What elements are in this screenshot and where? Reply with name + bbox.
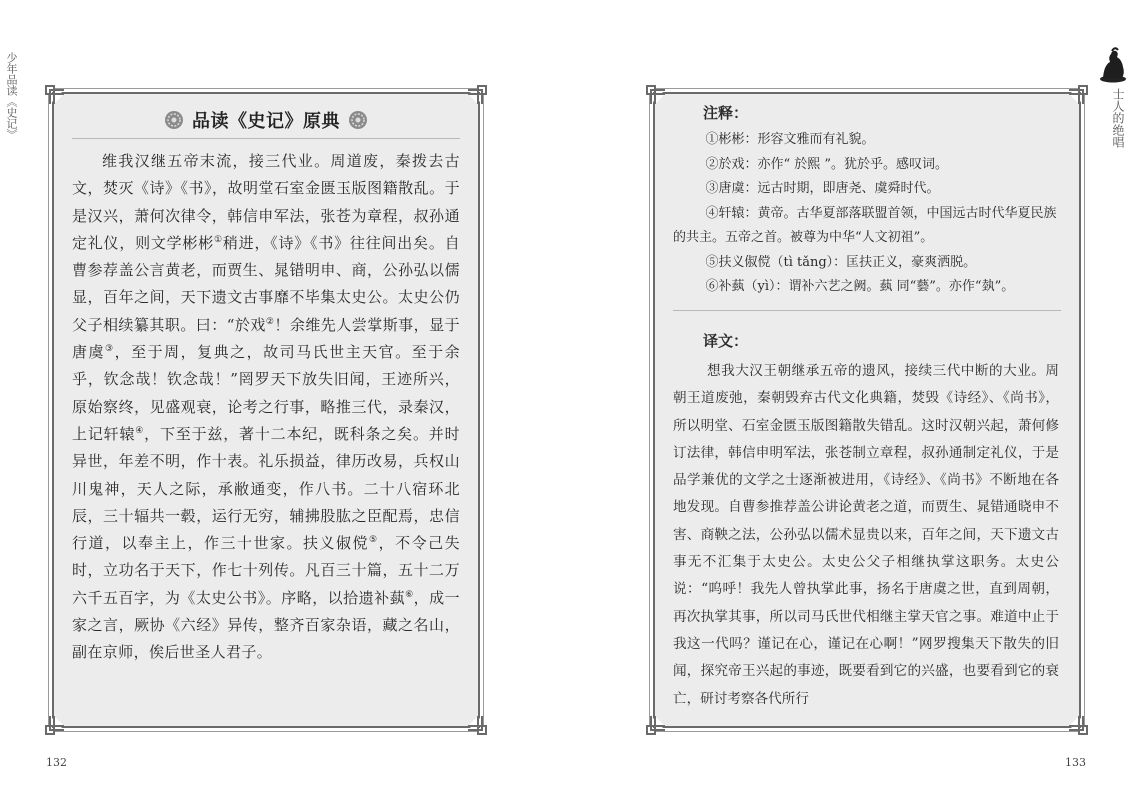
frame-corner-ornament	[42, 82, 64, 104]
note-item: ⑤扶义俶傥（tì tǎng）：匡扶正义，豪爽洒脱。	[705, 254, 977, 270]
frame-corner-ornament	[468, 716, 490, 738]
note-item: ④轩辕：黄帝。古华夏部落联盟首领，中国远古时代华夏民族的共主。五帝之首。被尊为中华“人文初祖”。	[673, 205, 1057, 245]
original-text: 维我汉继五帝末流，接三代业。周道废，秦拨去古文，焚灭《诗》《书》，故明堂石室金匮玉版图籍散乱。于是汉兴，萧何次律令，韩信申军法，张苍为章程，叔孙通定礼仪，则文学彬彬①稍进，《诗》《书》往往间出矣。自曹参荐盖公言黄老，而贾生、晁错明申、商，公孙弘以儒显，百年之间，天下遗文古事靡不毕集太史公。太史公仍父子相续纂其职。曰：“於戏②！余维先人尝掌斯事，显于唐虞③，至于周，复典之，故司马氏世主天官。至于余乎，钦念哉！钦念哉！”罔罗天下放失旧闻，王迹所兴，原始察终，见盛观衰，论考之行事，略推三代，录秦汉，上记轩辕④，下至于兹，著十二本纪，既科条之矣。并时异世，年差不明，作十表。礼乐损益，律历改易，兵权山川鬼神，天人之际，承敝通变，作八书。二十八宿环北辰，三十辐共一毂，运行无穷，辅拂股肱之臣配焉，忠信行道，以奉主上，作三十世家。扶义俶傥⑤，不令己失时，立功名于天下，作七十列传。凡百三十篇，五十二万六千五百字，为《太史公书》。序略，以拾遗补蓺⑥，成一家之言，厥协《六经》异传，整齐百家杂语，藏之名山，副在京师，俟后世圣人君子。	[72, 152, 461, 662]
note-item: ③唐虞：远古时期，即唐尧、虞舜时代。	[705, 181, 940, 196]
frame-corner-ornament	[42, 716, 64, 738]
frame-corner-ornament	[643, 716, 665, 738]
frame-corner-ornament	[643, 82, 665, 104]
heading-divider	[72, 138, 460, 139]
translation-heading: 译文：	[703, 332, 749, 350]
original-text-panel	[52, 92, 480, 728]
running-title-right: 士人的绝唱	[1111, 88, 1125, 148]
annotation-panel	[653, 92, 1081, 728]
scholar-figure-icon	[1098, 45, 1128, 83]
frame-corner-ornament	[1069, 716, 1091, 738]
page-number-left: 132	[46, 756, 67, 769]
note-item: ①彬彬：形容文雅而有礼貌。	[705, 132, 875, 147]
page-number-right: 133	[1065, 756, 1086, 769]
note-item: ⑥补蓺（yì）：谓补六艺之阙。蓺 同“藝”。亦作“埶”。	[705, 279, 1015, 294]
notes-heading: 注释：	[703, 104, 749, 122]
note-item: ②於戏：亦作“ 於熙 ”。犹於乎。感叹词。	[705, 156, 949, 172]
frame-corner-ornament	[468, 82, 490, 104]
section-heading	[54, 106, 478, 134]
notes-list	[673, 128, 1059, 300]
translation-text: 想我大汉王朝继承五帝的遗风，接续三代中断的大业。周朝王道废弛，秦朝毁弃古代文化典籍，焚毁《诗经》、《尚书》，所以明堂、石室金匮玉版图籍散失错乱。这时汉朝兴起，萧何修订法律，韩信申明军法，张苍制立章程，叔孙通制定礼仪，于是品学兼优的文学之士逐渐被进用，《诗经》、《尚书》不断地在各地发现。自曹参推荐盖公讲论黄老之道，而贾生、晁错通晓申不害、商鞅之法，公孙弘以儒术显贵以来，百年之间，天下遗文古事无不汇集于太史公。太史公父子相继执掌这职务。太史公说：“呜呼！我先人曾执掌此事，扬名于唐虞之世，直到周朝，再次执掌其事，所以司马氏世代相继主掌天官之事。难道中止于我这一代吗？谨记在心，谨记在心啊！”网罗搜集天下散失的旧闻，探究帝王兴起的事迹，既要看到它的兴盛，也要看到它的衰亡，研讨考察各代所行	[673, 363, 1059, 707]
rosette-ornament-icon	[348, 110, 368, 130]
frame-corner-ornament	[1069, 82, 1091, 104]
rosette-ornament-icon	[164, 110, 184, 130]
notes-divider	[673, 310, 1061, 311]
page-title: 品读《史记》原典	[192, 111, 340, 132]
running-title-left: 少年品读《史记》	[5, 52, 18, 140]
